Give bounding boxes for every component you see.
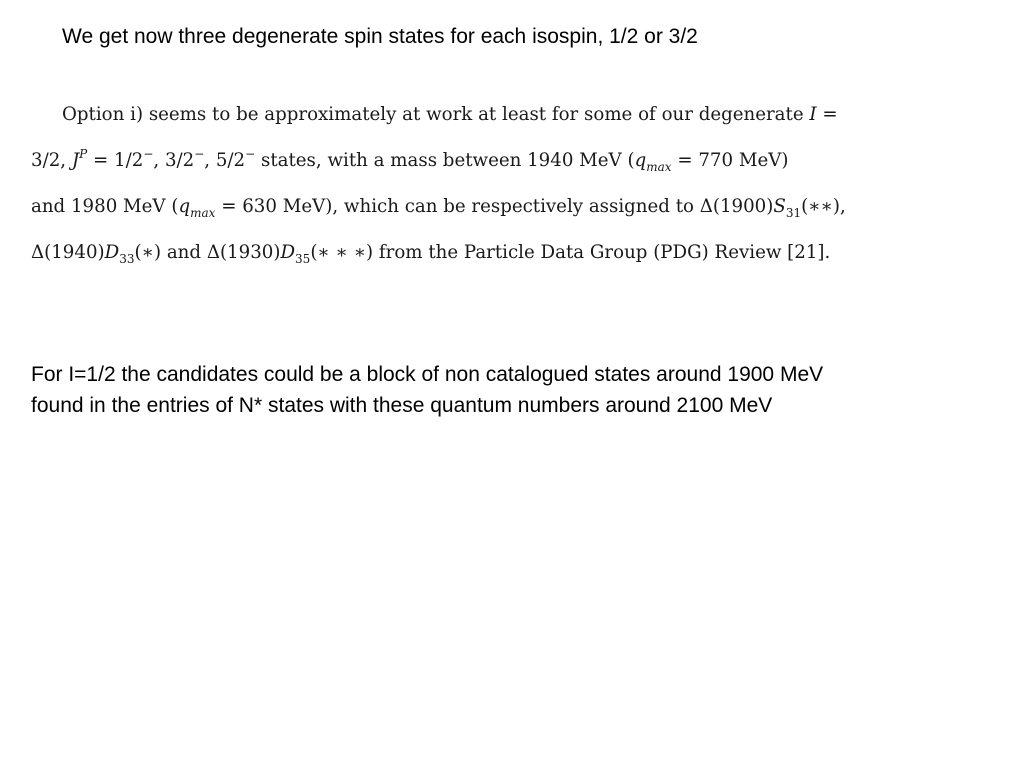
excerpt-text: = 630 MeV), which can be respectively assigned to Δ(1900) [221, 196, 774, 217]
math-sub: max [646, 160, 672, 174]
math-sub: max [190, 206, 216, 220]
excerpt-text: Option i) seems to be approximately at work at least for some of our degenerate [62, 104, 804, 125]
excerpt-text: = 770 MeV) [677, 150, 789, 171]
excerpt-text: Δ(1940) [31, 242, 105, 263]
excerpt-text: = 1/2 [93, 150, 144, 171]
math-sup: − [245, 147, 256, 161]
slide-heading: We get now three degenerate spin states for each isospin, 1/2 or 3/2 [62, 25, 698, 48]
math-var: D [104, 242, 120, 263]
excerpt-line-4 [31, 230, 1011, 276]
math-sub: 31 [785, 206, 802, 220]
math-var: q [178, 196, 191, 217]
math-var: D [280, 242, 296, 263]
excerpt-text: , 5/2 [204, 150, 246, 171]
excerpt-text: = [822, 104, 838, 125]
excerpt-line-1 [31, 92, 1011, 138]
math-var: S [773, 196, 786, 217]
isospin-note [31, 359, 1011, 421]
math-sup: P [79, 147, 88, 161]
note-line-2: found in the entries of N* states with these quantum numbers around 2100 MeV [31, 394, 773, 417]
paper-excerpt [31, 92, 1011, 276]
excerpt-text: (∗ ∗ ∗) from the Particle Data Group (PDG) Review [21]. [310, 242, 831, 263]
math-sub: 35 [295, 252, 311, 266]
excerpt-text: , 3/2 [153, 150, 195, 171]
math-var: q [634, 150, 647, 171]
excerpt-text: and 1980 MeV ( [31, 196, 179, 217]
excerpt-line-3 [31, 184, 1011, 230]
excerpt-text: (∗∗), [801, 196, 846, 217]
math-var: J [71, 150, 80, 171]
excerpt-line-2 [31, 138, 1011, 184]
excerpt-text: (∗) and Δ(1930) [134, 242, 281, 263]
note-line-1: For I=1/2 the candidates could be a block of non catalogued states around 1900 MeV [31, 363, 824, 386]
math-var: I [809, 104, 817, 125]
excerpt-text: 3/2, [31, 150, 67, 171]
math-sup: − [194, 147, 205, 161]
excerpt-text: states, with a mass between 1940 MeV ( [261, 150, 635, 171]
math-sup: − [143, 147, 154, 161]
math-sub: 33 [119, 252, 135, 266]
